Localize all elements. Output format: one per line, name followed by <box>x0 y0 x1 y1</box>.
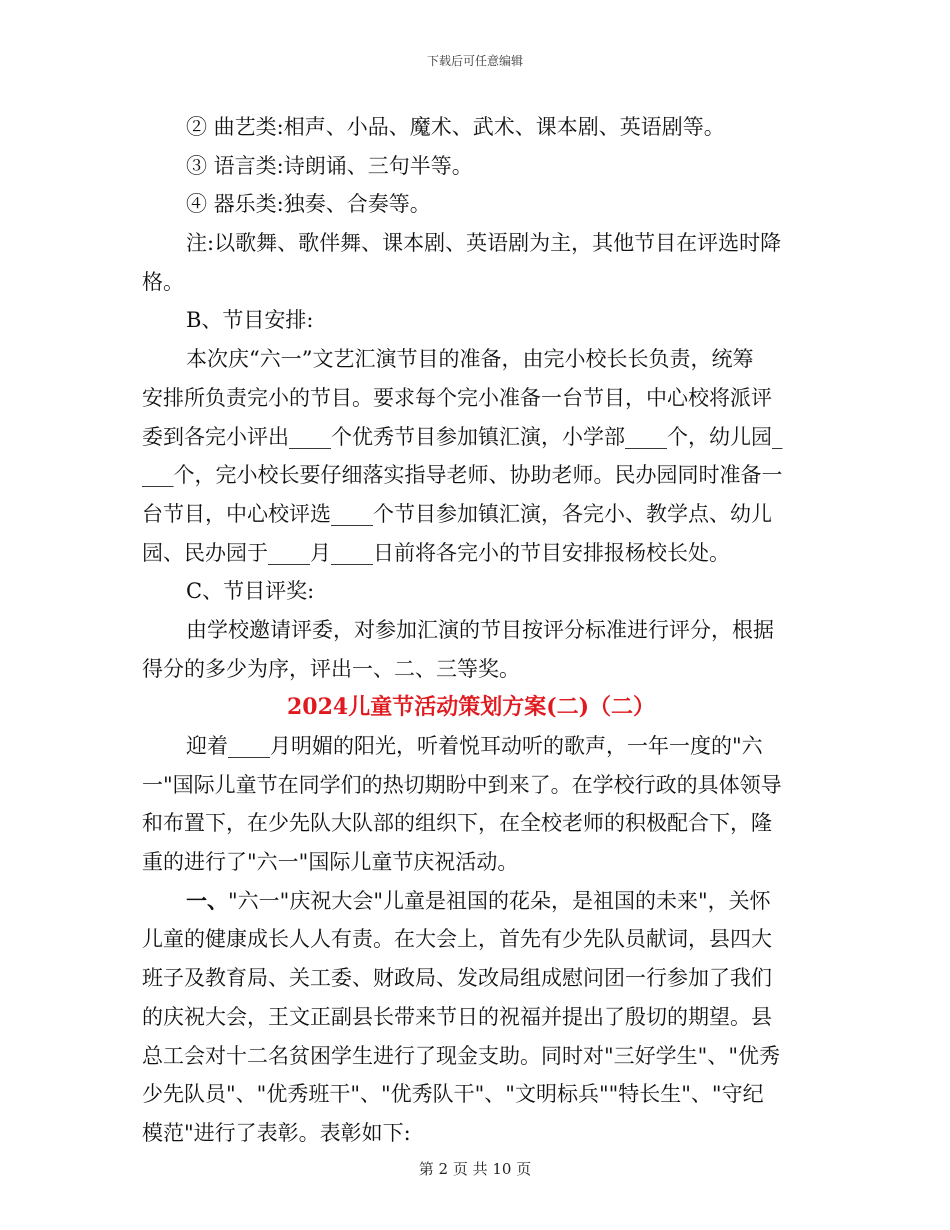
paragraph-line: 重的进行了"六一"国际儿童节庆祝活动。 <box>142 850 519 875</box>
subsection-title: C、节目评奖: <box>186 579 315 604</box>
paragraph-line: 迎着____月明媚的阳光，听着悦耳动听的歌声，一年一度的"六 <box>186 734 763 758</box>
paragraph-line: 安排所负责完小的节目。要求每个完小准备一台节目，中心校将派评 <box>142 385 772 410</box>
paragraph-line: 班子及教育局、关工委、财政局、发改局组成慰问团一行参加了我们 <box>142 966 772 991</box>
paragraph-line: ④ 器乐类:独奏、合奏等。 <box>186 192 431 217</box>
paragraph-line: 园、民办园于____月____日前将各完小的节目安排报杨校长处。 <box>142 540 730 565</box>
paragraph-line: 和布置下，在少先队大队部的组织下，在全校老师的积极配合下，隆 <box>142 811 772 836</box>
paragraph-line: ③ 语言类:诗朗诵、三句半等。 <box>186 153 473 178</box>
document-body <box>142 108 810 1153</box>
paragraph-line: 由学校邀请评委，对参加汇演的节目按评分标准进行评分，根据 <box>186 617 774 642</box>
page-header-note: 下载后可任意编辑 <box>426 54 523 68</box>
page-number-footer: 第 2 页 共 10 页 <box>418 1160 532 1178</box>
paragraph-line: 委到各完小评出____个优秀节目参加镇汇演，小学部____个，幼儿园_ <box>142 424 783 449</box>
paragraph-line: 台节目，中心校评选____个节目参加镇汇演，各完小、教学点、幼儿 <box>142 501 772 526</box>
paragraph-first-line <box>142 882 810 921</box>
paragraph-line: 的庆祝大会，王文正副县长带来节日的祝福并提出了殷切的期望。县 <box>142 1004 772 1029</box>
paragraph-line: 模范"进行了表彰。表彰如下: <box>142 1120 411 1145</box>
paragraph-line: 格。 <box>142 269 184 294</box>
subsection-title: B、节目安排: <box>186 308 314 333</box>
paragraph-text: "六一"庆祝大会"儿童是祖国的花朵，是祖国的未来"，关怀 <box>228 888 771 913</box>
paragraph-line: 少先队员"、"优秀班干"、"优秀队干"、"文明标兵""特长生"、"守纪 <box>142 1082 764 1107</box>
paragraph-line: 得分的多少为序，评出一、二、三等奖。 <box>142 656 520 681</box>
section-heading: 2024儿童节活动策划方案(二)（二） <box>286 694 656 721</box>
paragraph-line: 儿童的健康成长人人有责。在大会上，首先有少先队员献词，县四大 <box>142 927 772 952</box>
paragraph-line: 本次庆“六一”文艺汇演节目的准备，由完小校长长负责，统筹 <box>186 347 754 372</box>
paragraph-line: ② 曲艺类:相声、小品、魔术、武术、课本剧、英语剧等。 <box>186 115 725 139</box>
paragraph-line: 一"国际儿童节在同学们的热切期盼中到来了。在学校行政的具体领导 <box>142 772 782 797</box>
paragraph-line: 注:以歌舞、歌伴舞、课本剧、英语剧为主，其他节目在评选时降 <box>186 231 782 256</box>
paragraph-line: 总工会对十二名贫困学生进行了现金支助。同时对"三好学生"、"优秀 <box>142 1043 780 1068</box>
list-number: 一、 <box>186 887 228 913</box>
paragraph-line: ___个，完小校长要仔细落实指导老师、协助老师。民办园同时准备一 <box>142 463 783 488</box>
